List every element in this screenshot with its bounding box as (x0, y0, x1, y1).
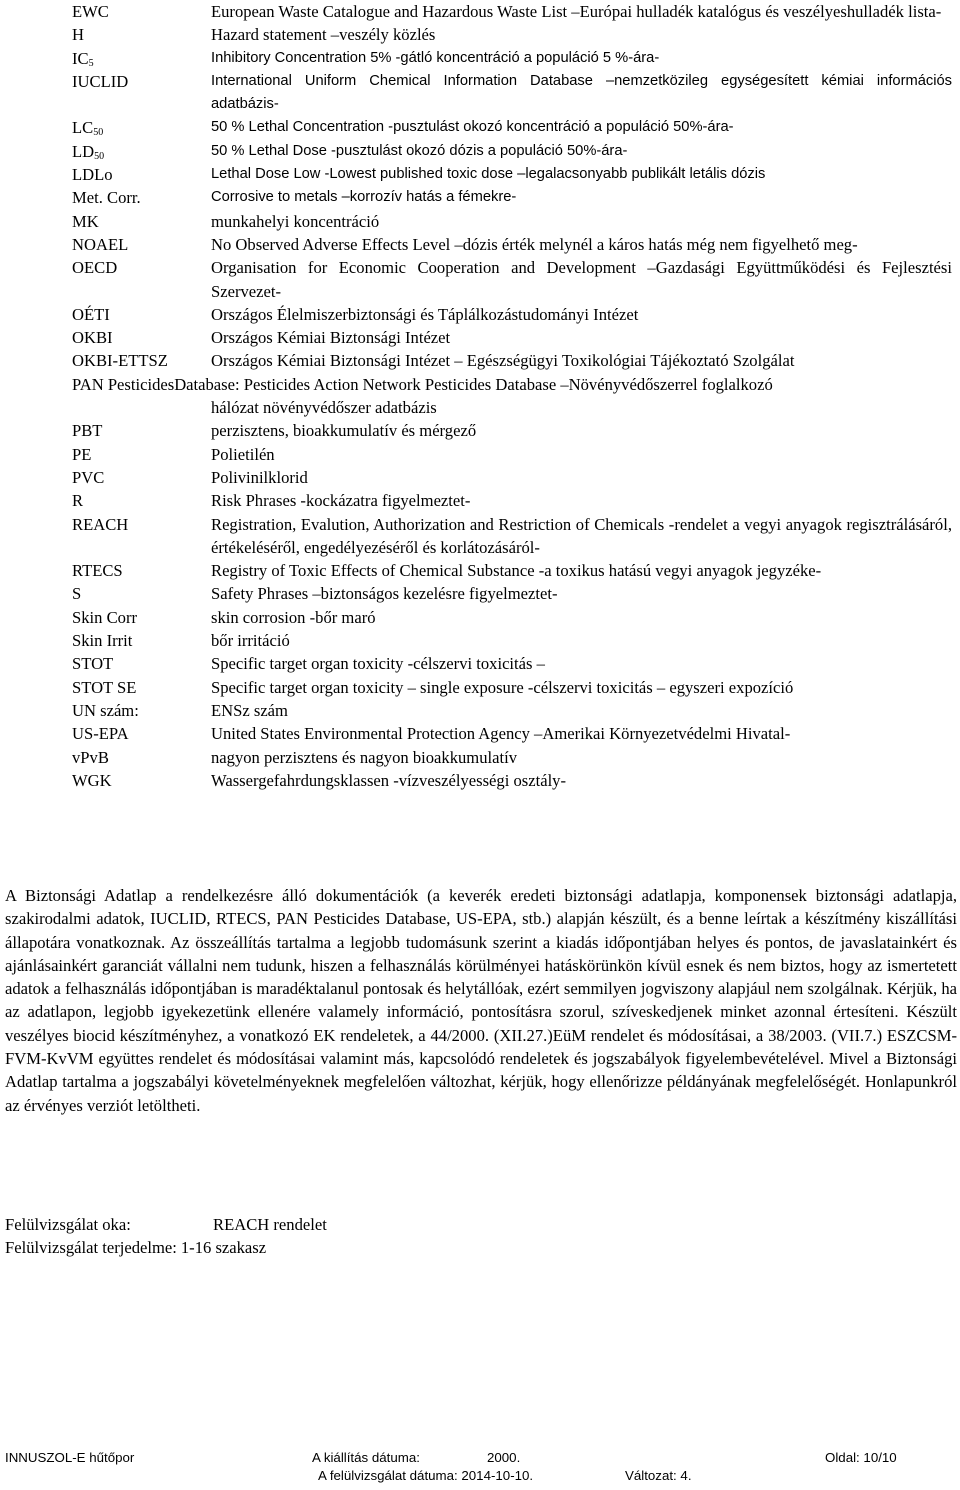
abbreviation-definition-text: International Uniform Chemical Information Database –nemzetközileg egységesített kémiai információs adatbázis- (211, 72, 952, 113)
abbreviation-definition (211, 47, 952, 70)
abbreviation-term-text: REACH (72, 514, 129, 534)
abbreviation-definition (211, 163, 952, 186)
abbreviation-term (72, 582, 211, 605)
abbreviation-row (72, 606, 952, 629)
abbreviation-definition (211, 746, 952, 769)
abbreviation-definition (211, 606, 952, 629)
abbreviation-definition-continuation: hálózat növényvédőszer adatbázis (211, 398, 437, 418)
abbreviation-definition-text: 50 % Lethal Dose -pusztulást okozó dózis a populáció 50%-ára- (211, 142, 628, 159)
abbreviation-definition-text: Inhibitory Concentration 5% -gátló koncentráció a populáció 5 %-ára- (211, 49, 660, 66)
abbreviation-row (72, 513, 952, 560)
abbreviation-term-text: vPvB (72, 747, 109, 767)
abbreviation-term (72, 746, 211, 769)
abbreviation-definition (211, 443, 952, 466)
abbreviation-term-text: WGK (72, 770, 112, 790)
abbreviation-term (72, 722, 211, 745)
abbreviation-definition-text: Organisation for Economic Cooperation and Development –Gazdasági Együttműködési és Fejlesztési Szervezet- (211, 258, 952, 301)
abbreviation-definition (211, 419, 952, 442)
abbreviation-definition-text: 50 % Lethal Concentration -pusztulást okozó koncentráció a populáció 50%-ára- (211, 119, 734, 136)
abbreviation-definition-text: Registration, Evalution, Authorization and Restriction of Chemicals -rendelet a vegyi anyagok regisztrálásáról, értékeléséről, engedélyezéséről és korlátozásáról- (211, 514, 952, 557)
abbreviation-term-text: LDLo (72, 165, 113, 185)
abbreviation-definition-text: United States Environmental Protection Agency –Amerikai Környezetvédelmi Hivatal- (211, 724, 791, 744)
abbreviation-row (72, 326, 952, 349)
abbreviation-definition-text: Országos Élelmiszerbiztonsági és Táplálkozástudományi Intézet (211, 304, 639, 324)
abbreviation-definition (211, 23, 952, 46)
abbreviation-row (72, 466, 952, 489)
abbreviation-definition-text: Risk Phrases -kockázatra figyelmeztet- (211, 491, 471, 511)
abbreviation-term (72, 373, 174, 396)
abbreviation-term (72, 70, 211, 117)
abbreviation-definition-text: bőr irritáció (211, 631, 290, 651)
abbreviation-term (72, 163, 211, 186)
abbreviation-definition (174, 373, 952, 396)
footer-version: Változat: 4. (625, 1468, 692, 1483)
abbreviation-term-text: EWC (72, 2, 109, 21)
revision-scope-label: Felülvizsgálat terjedelme: (5, 1238, 177, 1258)
abbreviation-row (72, 373, 952, 396)
abbreviation-definition (211, 676, 952, 699)
abbreviation-term-text: NOAEL (72, 234, 129, 254)
abbreviation-term (72, 210, 211, 233)
abbreviation-row (72, 47, 952, 70)
abbreviation-definition (211, 489, 952, 512)
abbreviation-term-text: Met. Corr. (72, 188, 141, 208)
page-footer (5, 1450, 945, 1486)
abbreviation-term-text: STOT (72, 654, 114, 674)
abbreviation-definition-text: Polivinilklorid (211, 467, 308, 487)
abbreviation-term-text: S (72, 584, 82, 604)
abbreviation-definition-text: Specific target organ toxicity -célszervi toxicitás – (211, 654, 545, 674)
abbreviation-term (72, 256, 211, 303)
abbreviation-row (72, 70, 952, 117)
abbreviation-definition-text: Safety Phrases –biztonságos kezelésre figyelmeztet- (211, 584, 558, 604)
abbreviation-row (72, 582, 952, 605)
abbreviation-term (72, 652, 211, 675)
abbreviation-row (72, 443, 952, 466)
abbreviation-term (72, 326, 211, 349)
abbreviation-definition (211, 559, 952, 582)
abbreviation-definition (211, 513, 952, 560)
abbreviation-list (72, 0, 952, 792)
abbreviation-term-text: PE (72, 444, 92, 464)
revision-reason-value: REACH rendelet (213, 1215, 327, 1234)
abbreviation-row (72, 116, 952, 139)
abbreviation-definition (211, 582, 952, 605)
abbreviation-row (72, 746, 952, 769)
abbreviation-definition (211, 349, 952, 372)
abbreviation-term (72, 23, 211, 46)
abbreviation-row (72, 629, 952, 652)
abbreviation-definition (211, 699, 952, 722)
abbreviation-definition-text: Polietilén (211, 444, 275, 464)
revision-info (5, 1213, 327, 1260)
abbreviation-row (72, 303, 952, 326)
abbreviation-definition (211, 140, 952, 163)
abbreviation-definition (211, 466, 952, 489)
abbreviation-definition-text: Hazard statement –veszély közlés (211, 25, 436, 45)
abbreviation-term (72, 186, 211, 209)
abbreviation-term (72, 140, 211, 163)
abbreviation-term (72, 699, 211, 722)
abbreviation-row (72, 23, 952, 46)
abbreviation-term-subscript: 50 (93, 127, 104, 139)
abbreviation-term (72, 606, 211, 629)
abbreviation-definition (211, 116, 952, 139)
abbreviation-row-continuation (72, 396, 952, 419)
abbreviation-term-text: LC (72, 118, 94, 138)
abbreviation-definition-text: Registry of Toxic Effects of Chemical Substance -a toxikus hatású vegyi anyagok jegyzéke- (211, 561, 822, 581)
footer-product: INNUSZOL-E hűtőpor (5, 1450, 135, 1465)
abbreviation-definition-text: European Waste Catalogue and Hazardous Waste List –Európai hulladék katalógus és veszélyeshulladék lista- (211, 2, 942, 21)
abbreviation-term-subscript: 5 (88, 57, 94, 69)
abbreviation-term-subscript: 50 (94, 150, 105, 162)
abbreviation-row (72, 489, 952, 512)
abbreviation-term-text: OÉTI (72, 304, 110, 324)
abbreviation-term (72, 489, 211, 512)
abbreviation-term-text: H (72, 25, 84, 45)
abbreviation-term (72, 419, 211, 442)
disclaimer-paragraph: A Biztonsági Adatlap a rendelkezésre álló dokumentációk (a keverék eredeti biztonsági adatlapja, komponensek biztonsági adatlapja, szakirodalmi adatok, IUCLID, RTECS, PAN Pesticides Database, US-EPA, stb.) alapján készült, és a benne leírtak a készítmény kiszállítási állapotára vonatkoznak. Az összeállítás tartalma a legjobb tudomásunk szerint a kiadás időpontjában helyes és pontos, de javaslatainkért és ajánlásainkért garanciát vállalni nem tudunk, hiszen a felhasználás körülményei hatáskörünkön kívül esnek és nem biztos, hogy az ismertetett adatok a felhasználás időpontjában is maradéktalanul pontosak és helytállóak, ezért semmilyen jogviszony alapjául nem szolgálnak. Kérjük, ha az adatlapon, legjobb igyekezetünk ellenére valamely információ, pontosításra szorul, szíveskedjenek minket azonnal értesíteni. Készült veszélyes biocid készítményhez, a vonatkozó EK rendeletek, a 44/2000. (XII.27.)EüM rendelet és módosításai, a 38/2003. (VII.7.) ESZCSM-FVM-KvVM együttes rendelet és módosításai valamint más, kapcsolódó rendeletek és jogszabályok figyelembevételével. Mivel a Biztonsági Adatlap tartalma a jogszabályi követelményeknek megfelelően változhat, kérjük, hogy ellenőrizze példányának megfelelőségét. Honlapunkról az érvényes verziót letöltheti. (5, 886, 957, 1115)
abbreviation-term-text: Skin Irrit (72, 631, 133, 651)
abbreviation-definition (211, 303, 952, 326)
footer-issue-value: 2000. (487, 1450, 521, 1465)
revision-scope-value: 1-16 szakasz (180, 1238, 267, 1258)
abbreviation-term-text: OKBI (72, 328, 113, 348)
abbreviation-definition-text: No Observed Adverse Effects Level –dózis érték melynél a káros hatás még nem figyelhető meg- (211, 234, 858, 254)
abbreviation-definition (211, 256, 952, 303)
abbreviation-definition-text: Lethal Dose Low -Lowest published toxic dose –legalacsonyabb publikált letális dózis (211, 166, 766, 183)
abbreviation-term-text: OKBI-ETTSZ (72, 351, 168, 371)
abbreviation-row (72, 349, 952, 372)
abbreviation-term-text: PVC (72, 467, 105, 487)
abbreviation-term-text: US-EPA (72, 724, 129, 744)
abbreviation-row (72, 163, 952, 186)
abbreviation-definition-text: Országos Kémiai Biztonsági Intézet (211, 328, 451, 348)
abbreviation-definition-text: skin corrosion -bőr maró (211, 607, 376, 627)
abbreviation-definition-text: Országos Kémiai Biztonsági Intézet – Egészségügyi Toxikológiai Tájékoztató Szolgálat (211, 351, 795, 371)
abbreviation-definition (211, 233, 952, 256)
abbreviation-term (72, 559, 211, 582)
abbreviation-term-text: LD (72, 141, 95, 161)
abbreviation-term (72, 47, 211, 70)
abbreviation-definition-text: Wassergefahrdungsklassen -vízveszélyességi osztály- (211, 770, 567, 790)
abbreviation-term-text: PBT (72, 421, 103, 441)
abbreviation-term-text: MK (72, 211, 99, 231)
abbreviation-definition-text: Specific target organ toxicity – single exposure -célszervi toxicitás – egyszeri expozíció (211, 677, 794, 697)
abbreviation-definition (211, 186, 952, 209)
abbreviation-definition (211, 326, 952, 349)
abbreviation-term (72, 303, 211, 326)
abbreviation-term-text: UN szám: (72, 700, 139, 720)
footer-review-date: A felülvizsgálat dátuma: 2014-10-10. (318, 1468, 534, 1483)
abbreviation-term (72, 443, 211, 466)
abbreviation-definition (211, 629, 952, 652)
abbreviation-term (72, 0, 211, 23)
abbreviation-row (72, 559, 952, 582)
abbreviation-row (72, 722, 952, 745)
abbreviation-row (72, 256, 952, 303)
abbreviation-definition-text: ENSz szám (211, 700, 288, 720)
abbreviation-term (72, 676, 211, 699)
abbreviation-definition-text: Database: Pesticides Action Network Pesticides Database –Növényvédőszerrel foglalkozó (174, 374, 773, 394)
abbreviation-definition (211, 722, 952, 745)
abbreviation-row (72, 769, 952, 792)
revision-reason-row (5, 1213, 327, 1236)
abbreviation-term (72, 466, 211, 489)
abbreviation-term (72, 116, 211, 139)
abbreviation-definition (211, 652, 952, 675)
abbreviation-row (72, 233, 952, 256)
abbreviation-term-text: R (72, 491, 84, 511)
abbreviation-row (72, 186, 952, 209)
abbreviation-term-empty (72, 396, 211, 419)
abbreviation-row (72, 419, 952, 442)
abbreviation-definition (211, 210, 952, 233)
abbreviation-definition-text: Corrosive to metals –korrozív hatás a fémekre- (211, 189, 517, 206)
abbreviation-row (72, 0, 952, 23)
revision-scope-row (5, 1236, 327, 1259)
abbreviation-term-text: OECD (72, 258, 118, 278)
abbreviation-term (72, 349, 211, 372)
abbreviation-term-text: Skin Corr (72, 607, 137, 627)
abbreviation-definition-text: nagyon perzisztens és nagyon bioakkumulatív (211, 747, 517, 767)
abbreviation-term-text: IC (72, 48, 89, 68)
footer-page-number: Oldal: 10/10 (825, 1450, 897, 1465)
abbreviation-row (72, 676, 952, 699)
abbreviation-term (72, 513, 211, 560)
abbreviation-term-text: IUCLID (72, 71, 129, 91)
abbreviation-row (72, 699, 952, 722)
abbreviation-definition (211, 769, 952, 792)
abbreviation-term (72, 629, 211, 652)
revision-reason-label: Felülvizsgálat oka: (5, 1215, 131, 1234)
abbreviation-row (72, 652, 952, 675)
abbreviation-term (72, 233, 211, 256)
abbreviation-definition-text: perzisztens, bioakkumulatív és mérgező (211, 421, 477, 441)
footer-issue-label: A kiállítás dátuma: (312, 1450, 420, 1465)
abbreviation-row (72, 210, 952, 233)
abbreviation-term (72, 769, 211, 792)
abbreviation-definition (211, 0, 952, 23)
abbreviation-definition-text: munkahelyi koncentráció (211, 211, 380, 231)
abbreviation-definition (211, 70, 952, 117)
abbreviation-term-text: RTECS (72, 561, 123, 581)
abbreviation-term-text: STOT SE (72, 677, 137, 697)
abbreviation-row (72, 140, 952, 163)
abbreviation-term-text: PAN Pesticides (72, 374, 175, 394)
